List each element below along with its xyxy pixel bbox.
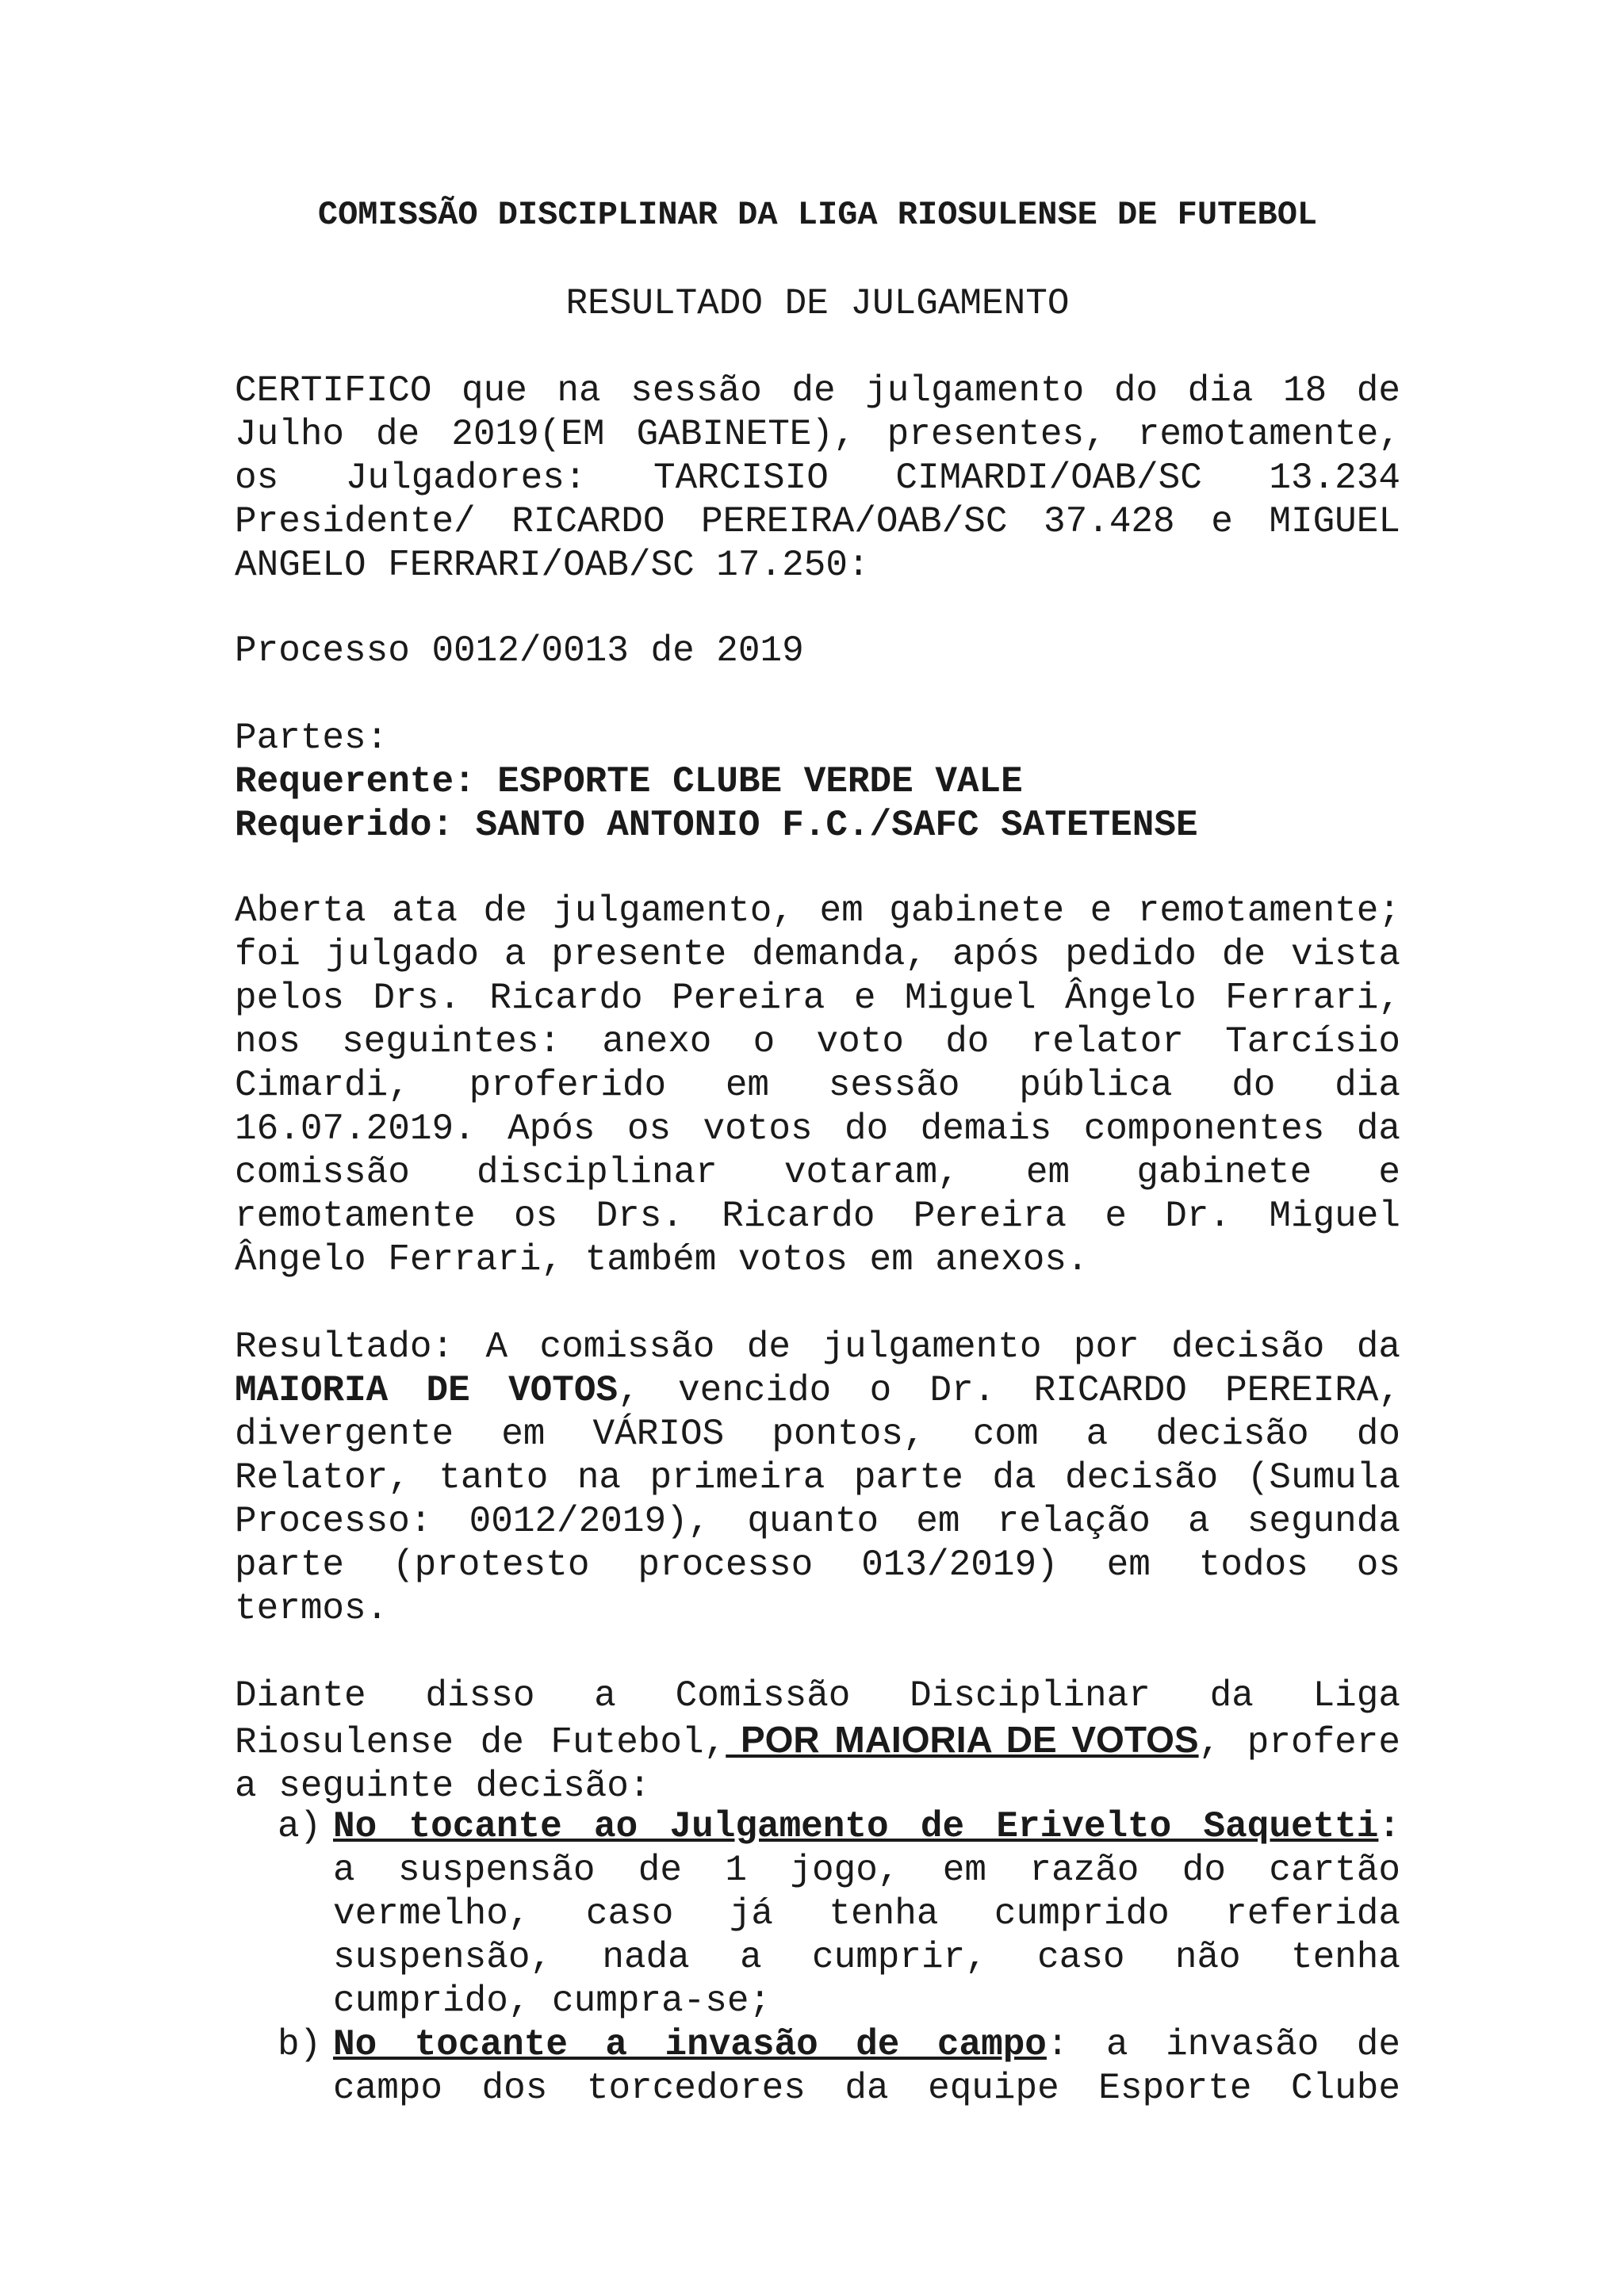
- document-title: COMISSÃO DISCIPLINAR DA LIGA RIOSULENSE DE FUTEBOL: [317, 196, 1318, 234]
- paragraph-line: vermelho, caso já tenha cumprido referida: [333, 1893, 1400, 1934]
- paragraph-line: parte (protesto processo 013/2019) em todos os: [235, 1544, 1400, 1586]
- paragraph-line: foi julgado a presente demanda, após pedido de vista: [235, 934, 1400, 975]
- item-heading-line: [333, 1805, 1400, 1849]
- paragraph-line: cumprido, cumpra-se;: [333, 1980, 772, 2022]
- paragraph-line: pelos Drs. Ricardo Pereira e Miguel Ângelo Ferrari,: [235, 978, 1400, 1019]
- paragraph-text: , profere: [1198, 1722, 1400, 1763]
- paragraph-line: nos seguintes: anexo o voto do relator Tarcísio: [235, 1021, 1400, 1062]
- paragraph-line: Relator, tanto na primeira parte da decisão (Sumula: [235, 1457, 1400, 1498]
- item-heading: No tocante ao Julgamento de Erivelto Saquetti: [333, 1806, 1379, 1847]
- paragraph-line: remotamente os Drs. Ricardo Pereira e Dr. Miguel: [235, 1196, 1400, 1237]
- paragraph-line: Julho de 2019(EM GABINETE), presentes, remotamente,: [235, 414, 1400, 455]
- paragraph-line: a seguinte decisão:: [235, 1766, 651, 1807]
- paragraph-line: divergente em VÁRIOS pontos, com a decisão do: [235, 1414, 1400, 1455]
- paragraph-line: termos.: [235, 1588, 389, 1629]
- decision-item-b: [278, 2023, 1400, 2110]
- paragraph-line: Ângelo Ferrari, também votos em anexos.: [235, 1239, 1089, 1280]
- paragraph-line: campo dos torcedores da equipe Esporte Clube: [333, 2068, 1400, 2109]
- decision-item-a: [278, 1805, 1400, 2023]
- paragraph-line: Diante disso a Comissão Disciplinar da Liga: [235, 1675, 1400, 1716]
- paragraph-text: , vencido o Dr. RICARDO PEREIRA,: [618, 1370, 1401, 1411]
- partes-label: Partes:: [235, 718, 389, 759]
- paragraph-line: 16.07.2019. Após os votos do demais componentes da: [235, 1108, 1400, 1150]
- paragraph-line: [235, 1369, 1400, 1413]
- list-marker: b): [278, 2024, 322, 2065]
- document-subtitle: RESULTADO DE JULGAMENTO: [565, 283, 1070, 324]
- requerente-line: Requerente: ESPORTE CLUBE VERDE VALE: [235, 761, 1023, 802]
- aberta-paragraph: [235, 890, 1400, 1282]
- certifico-paragraph: [235, 369, 1400, 587]
- paragraph-text: Riosulense de Futebol,: [235, 1722, 726, 1763]
- processo-number: Processo 0012/0013 de 2019: [235, 630, 804, 672]
- paragraph-line: Resultado: A comissão de julgamento por decisão da: [235, 1326, 1400, 1368]
- item-heading-colon: :: [1378, 1806, 1400, 1847]
- paragraph-line: Presidente/ RICARDO PEREIRA/OAB/SC 37.428 e MIGUEL: [235, 501, 1400, 542]
- item-heading: No tocante a invasão de campo: [333, 2024, 1047, 2065]
- paragraph-text: : a invasão de: [1046, 2024, 1400, 2065]
- paragraph-line: comissão disciplinar votaram, em gabinete e: [235, 1152, 1400, 1193]
- list-marker: a): [278, 1806, 322, 1847]
- diante-paragraph: [235, 1674, 1400, 1808]
- por-maioria-emphasis: POR MAIORIA DE VOTOS: [726, 1719, 1199, 1760]
- paragraph-line: suspensão, nada a cumprir, caso não tenha: [333, 1937, 1400, 1978]
- paragraph-line: ANGELO FERRARI/OAB/SC 17.250:: [235, 545, 870, 586]
- paragraph-line: a suspensão de 1 jogo, em razão do cartão: [333, 1850, 1400, 1891]
- paragraph-line: CERTIFICO que na sessão de julgamento do dia 18 de: [235, 370, 1400, 411]
- maioria-de-votos-emphasis: MAIORIA DE VOTOS: [235, 1370, 619, 1411]
- partes-section: [235, 717, 1400, 848]
- requerido-line: Requerido: SANTO ANTONIO F.C./SAFC SATETENSE: [235, 805, 1198, 846]
- resultado-paragraph: [235, 1326, 1400, 1631]
- paragraph-line: os Julgadores: TARCISIO CIMARDI/OAB/SC 13.234: [235, 457, 1400, 499]
- item-heading-line: [333, 2023, 1400, 2067]
- paragraph-line: Aberta ata de julgamento, em gabinete e remotamente;: [235, 890, 1400, 932]
- paragraph-line: [235, 1718, 1400, 1765]
- paragraph-line: Cimardi, proferido em sessão pública do dia: [235, 1065, 1400, 1106]
- paragraph-line: Processo: 0012/2019), quanto em relação a segunda: [235, 1501, 1400, 1542]
